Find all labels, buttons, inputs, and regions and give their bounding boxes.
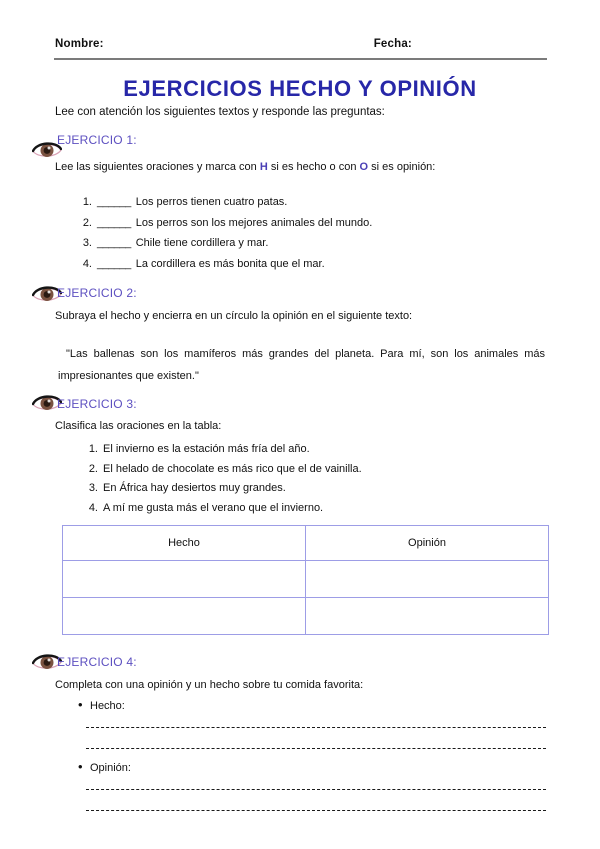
list-item [78,698,125,712]
table-header-hecho: Hecho [63,526,306,561]
list-item [78,258,372,270]
exercise-3-heading: EJERCICIO 3: [57,397,137,411]
item-text: El helado de chocolate es más rico que el de vainilla. [103,462,362,475]
answer-blank[interactable]: ______ [97,216,131,229]
page-title: EJERCICIOS HECHO Y OPINIÓN [123,76,477,101]
answer-line[interactable] [86,789,546,790]
list-item [78,196,372,208]
table-cell-hecho[interactable] [63,561,306,598]
header-divider [54,58,547,60]
answer-line[interactable] [86,810,546,811]
item-text: Los perros son los mejores animales del mundo. [135,216,373,229]
answer-blank[interactable]: ______ [97,196,131,208]
answer-blank[interactable]: ______ [97,257,131,270]
answer-line[interactable] [86,727,546,728]
exercise-2-heading: EJERCICIO 2: [57,286,137,300]
marker-letter-h: H [259,161,268,173]
exercise-4-bullet-opinion [78,760,131,774]
nombre-label: Nombre: [55,38,104,50]
table-cell-hecho[interactable] [63,598,306,635]
bullet-icon: • [78,697,83,712]
list-item [78,217,372,229]
item-number: 4. [88,501,98,514]
marker-letter-o: O [359,161,369,173]
exercise-1-instruction-post: si es opinión: [368,161,436,173]
list-item [78,760,131,774]
item-text: La cordillera es más bonita que el mar. [135,257,325,270]
intro-text: Lee con atención los siguientes textos y responde las preguntas: [55,106,385,118]
item-text: A mí me gusta más el verano que el invierno. [103,501,324,514]
item-number: 3. [82,237,92,249]
bullet-label: Hecho: [90,700,125,712]
item-text: Los perros tienen cuatro patas. [135,196,288,208]
exercise-1-heading: EJERCICIO 1: [57,133,137,147]
table-cell-opinion[interactable] [306,561,549,598]
exercise-3-instruction: Clasifica las oraciones en la tabla: [55,420,222,432]
item-text: El invierno es la estación más fría del año. [103,443,310,455]
list-item [85,502,362,514]
exercise-2-instruction: Subraya el hecho y encierra en un círculo la opinión en el siguiente texto: [55,310,413,322]
exercise-4-bullet-hecho [78,698,125,712]
item-number: 2. [82,216,92,229]
list-item [85,443,362,455]
bullet-label: Opinión: [90,762,131,774]
exercise-2-quote: "Las ballenas son los mamíferos más grandes del planeta. Para mí, son los animales más impresionantes que existen." [58,348,545,382]
classification-table [62,525,549,635]
list-item [85,482,362,494]
table-cell-opinion[interactable] [306,598,549,635]
exercise-1-instruction-pre: Lee las siguientes oraciones y marca con [55,161,260,173]
answer-blank[interactable]: ______ [97,237,131,249]
table-row [63,598,549,635]
table-header-opinion: Opinión [306,526,549,561]
header-fields [55,38,547,50]
bullet-icon: • [78,759,83,774]
item-number: 4. [82,257,92,270]
item-text: Chile tiene cordillera y mar. [135,237,269,249]
exercise-1-list [78,196,372,278]
exercise-1-instruction-mid: si es hecho o con [267,161,360,173]
exercise-1-instruction [55,161,435,173]
item-number: 1. [82,196,92,208]
list-item [78,237,372,249]
table-header-row [63,526,549,561]
item-text: En África hay desiertos muy grandes. [103,482,286,494]
item-number: 1. [88,443,98,455]
exercise-4-instruction: Completa con una opinión y un hecho sobre tu comida favorita: [55,679,364,691]
table-row [63,561,549,598]
fecha-label: Fecha: [373,38,412,50]
exercise-3-list [85,443,362,521]
exercise-4-heading: EJERCICIO 4: [57,655,137,669]
answer-line[interactable] [86,748,546,749]
item-number: 3. [88,482,98,494]
list-item [85,463,362,475]
item-number: 2. [88,462,98,475]
